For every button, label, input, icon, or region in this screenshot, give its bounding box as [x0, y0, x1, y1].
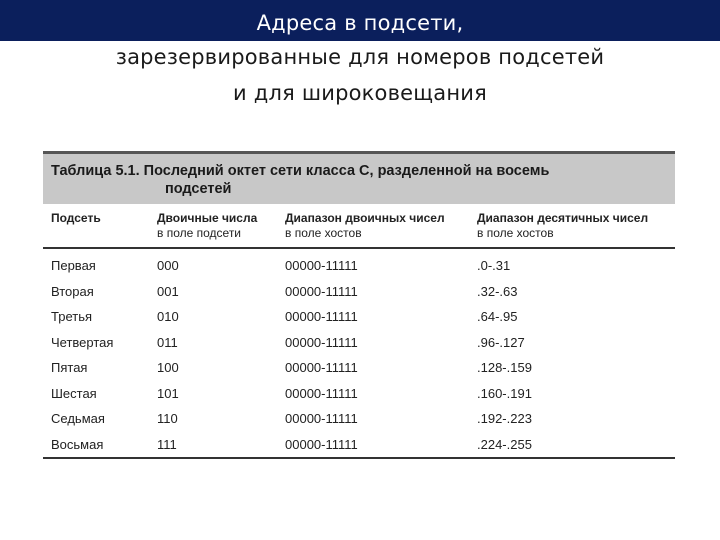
subnet-table: [43, 151, 675, 461]
slide-title: [0, 6, 720, 112]
cell-subnet: Четвертая: [51, 334, 114, 350]
cell-binary: 101: [157, 385, 179, 401]
cell-subnet: Седьмая: [51, 411, 105, 426]
cell-decimal-range: .224-.255: [477, 436, 532, 452]
header-binary-sub: в поле подсети: [157, 226, 242, 240]
cell-decimal-range: .96-.127: [477, 334, 525, 350]
cell-subnet: Шестая: [51, 385, 97, 401]
header-binary: [157, 211, 257, 241]
cell-binary-range: 00000-11111: [285, 411, 358, 426]
header-binary-label: Двоичные числа: [157, 211, 258, 225]
header-binary-range: [285, 211, 445, 241]
header-binary-range-sub: в поле хостов: [285, 226, 362, 240]
cell-subnet: Третья: [51, 309, 93, 324]
table-caption-line-1: Таблица 5.1. Последний октет сети класса С, разделенной на восемь: [51, 163, 550, 179]
header-subnet-label: Подсеть: [51, 211, 101, 225]
title-line-3: и для широковещания: [233, 81, 487, 105]
title-line-1: Адреса в подсети,: [256, 11, 464, 35]
cell-binary-range: 00000-11111: [285, 436, 358, 452]
table-row: [43, 279, 675, 305]
table-row: [43, 330, 675, 356]
cell-binary-range: 00000-11111: [285, 258, 358, 273]
cell-decimal-range: .32-.63: [477, 283, 518, 299]
cell-binary: 111: [157, 436, 177, 452]
cell-decimal-range: .0-.31: [477, 258, 511, 273]
header-subnet: [51, 211, 101, 226]
table-row: [43, 432, 675, 458]
cell-binary: 000: [157, 258, 179, 273]
cell-binary: 110: [157, 411, 178, 426]
header-decimal-range-sub: в поле хостов: [477, 226, 554, 240]
header-binary-range-label: Диапазон двоичных чисел: [285, 211, 445, 225]
cell-subnet: Вторая: [51, 283, 94, 299]
cell-decimal-range: .192-.223: [477, 411, 532, 426]
title-line-2: зарезервированные для номеров подсетей: [115, 45, 605, 69]
table-caption: [51, 162, 651, 198]
cell-subnet: Первая: [51, 258, 96, 273]
cell-binary: 011: [157, 334, 178, 350]
table-row: [43, 253, 675, 279]
cell-subnet: Восьмая: [51, 436, 104, 452]
table-bottom-rule: [43, 457, 675, 459]
cell-decimal-range: .64-.95: [477, 309, 518, 324]
table-row: [43, 406, 675, 432]
table-caption-band: [43, 151, 675, 204]
cell-binary: 100: [157, 360, 179, 375]
cell-binary-range: 00000-11111: [285, 309, 358, 324]
cell-binary-range: 00000-11111: [285, 283, 358, 299]
table-row: [43, 355, 675, 381]
cell-decimal-range: .128-.159: [477, 360, 532, 375]
table-caption-line-2: подсетей: [165, 181, 232, 197]
cell-binary-range: 00000-11111: [285, 360, 358, 375]
table-header: [43, 211, 675, 249]
table-row: [43, 381, 675, 407]
header-decimal-range-label: Диапазон десятичных чисел: [477, 211, 649, 225]
cell-binary: 001: [157, 283, 179, 299]
cell-decimal-range: .160-.191: [477, 385, 532, 401]
header-decimal-range: [477, 211, 648, 241]
cell-subnet: Пятая: [51, 360, 88, 375]
table-row: [43, 304, 675, 330]
cell-binary: 010: [157, 309, 179, 324]
cell-binary-range: 00000-11111: [285, 334, 358, 350]
cell-binary-range: 00000-11111: [285, 385, 358, 401]
